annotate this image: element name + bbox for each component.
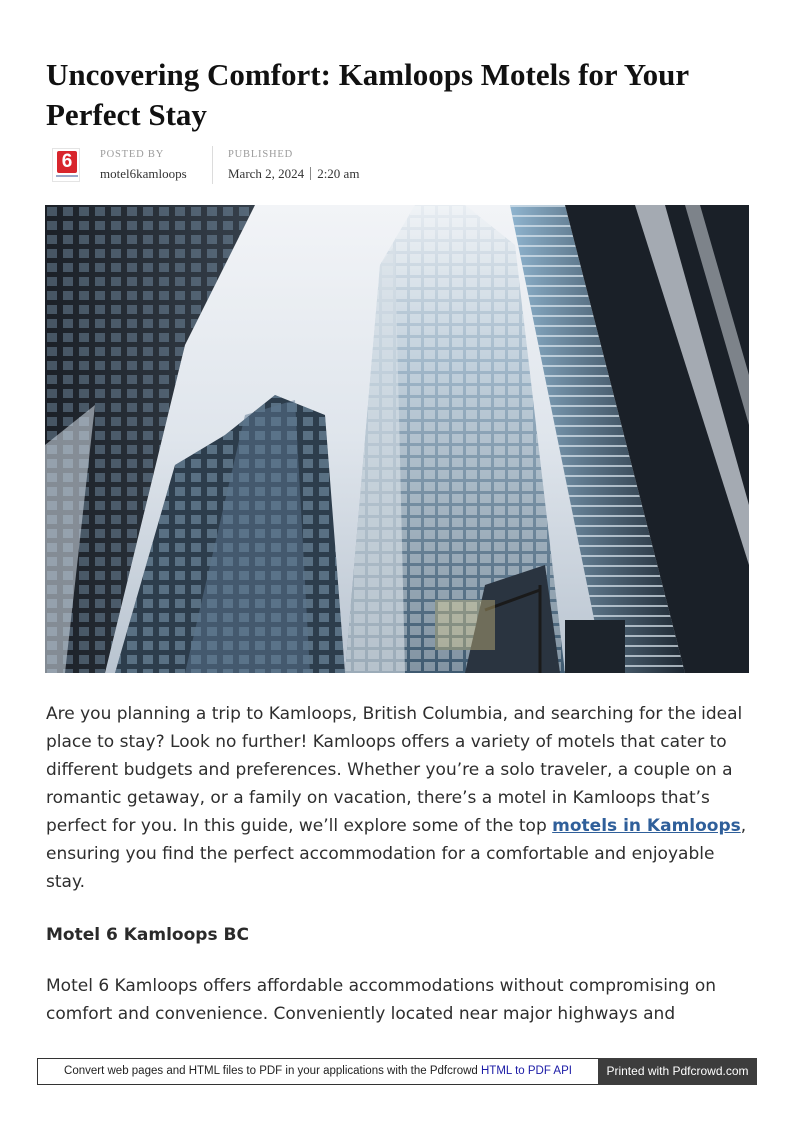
date-time-separator xyxy=(310,167,311,180)
footer-text: Convert web pages and HTML files to PDF in your applications with the Pdfcrowd xyxy=(64,1065,481,1077)
post-meta xyxy=(46,146,546,186)
pdfcrowd-footer xyxy=(37,1058,599,1085)
author-name[interactable]: motel6kamloops xyxy=(100,166,187,181)
intro-paragraph xyxy=(46,700,752,896)
logo-tagline-mark xyxy=(56,175,78,177)
printed-with-pdfcrowd[interactable]: Printed with Pdfcrowd.com xyxy=(598,1058,757,1085)
meta-divider xyxy=(212,146,213,184)
html-to-pdf-api-link[interactable]: HTML to PDF API xyxy=(481,1065,572,1077)
section-paragraph: Motel 6 Kamloops offers affordable accommodations without compromising on comfort and convenience. Conveniently located near major highways and xyxy=(46,976,717,1024)
published xyxy=(228,149,359,182)
intro-text-start: Are you planning a trip to Kamloops, British Columbia, and searching for the ideal place to stay? Look no further! Kamloops offers a variety of motels that cater to different budgets and preferences. Whether you’re a solo traveler, a couple on a romantic getaway, or a family on vacation, there’s a motel in Kamloops that’s perfect for you. In this guide, we’ll explore some of the top xyxy=(46,704,743,836)
article-title: Uncovering Comfort: Kamloops Motels for Your Perfect Stay xyxy=(46,57,689,132)
publish-time: 2:20 am xyxy=(317,166,360,181)
city-skyscrapers-image xyxy=(45,205,749,673)
publish-datetime xyxy=(228,166,359,182)
section-heading: Motel 6 Kamloops BC xyxy=(46,925,249,945)
article-body xyxy=(46,700,752,1028)
posted-by-label: POSTED BY xyxy=(100,149,165,160)
publish-date: March 2, 2024 xyxy=(228,166,305,181)
motels-in-kamloops-link[interactable]: motels in Kamloops xyxy=(552,816,741,836)
published-label: PUBLISHED xyxy=(228,149,293,160)
posted-by xyxy=(100,149,187,182)
motel6-logo-icon: 6 xyxy=(57,151,77,173)
intro-text-end: , ensuring you find the perfect accommodation for a comfortable and enjoyable stay. xyxy=(46,816,747,892)
author-avatar[interactable] xyxy=(52,148,80,182)
